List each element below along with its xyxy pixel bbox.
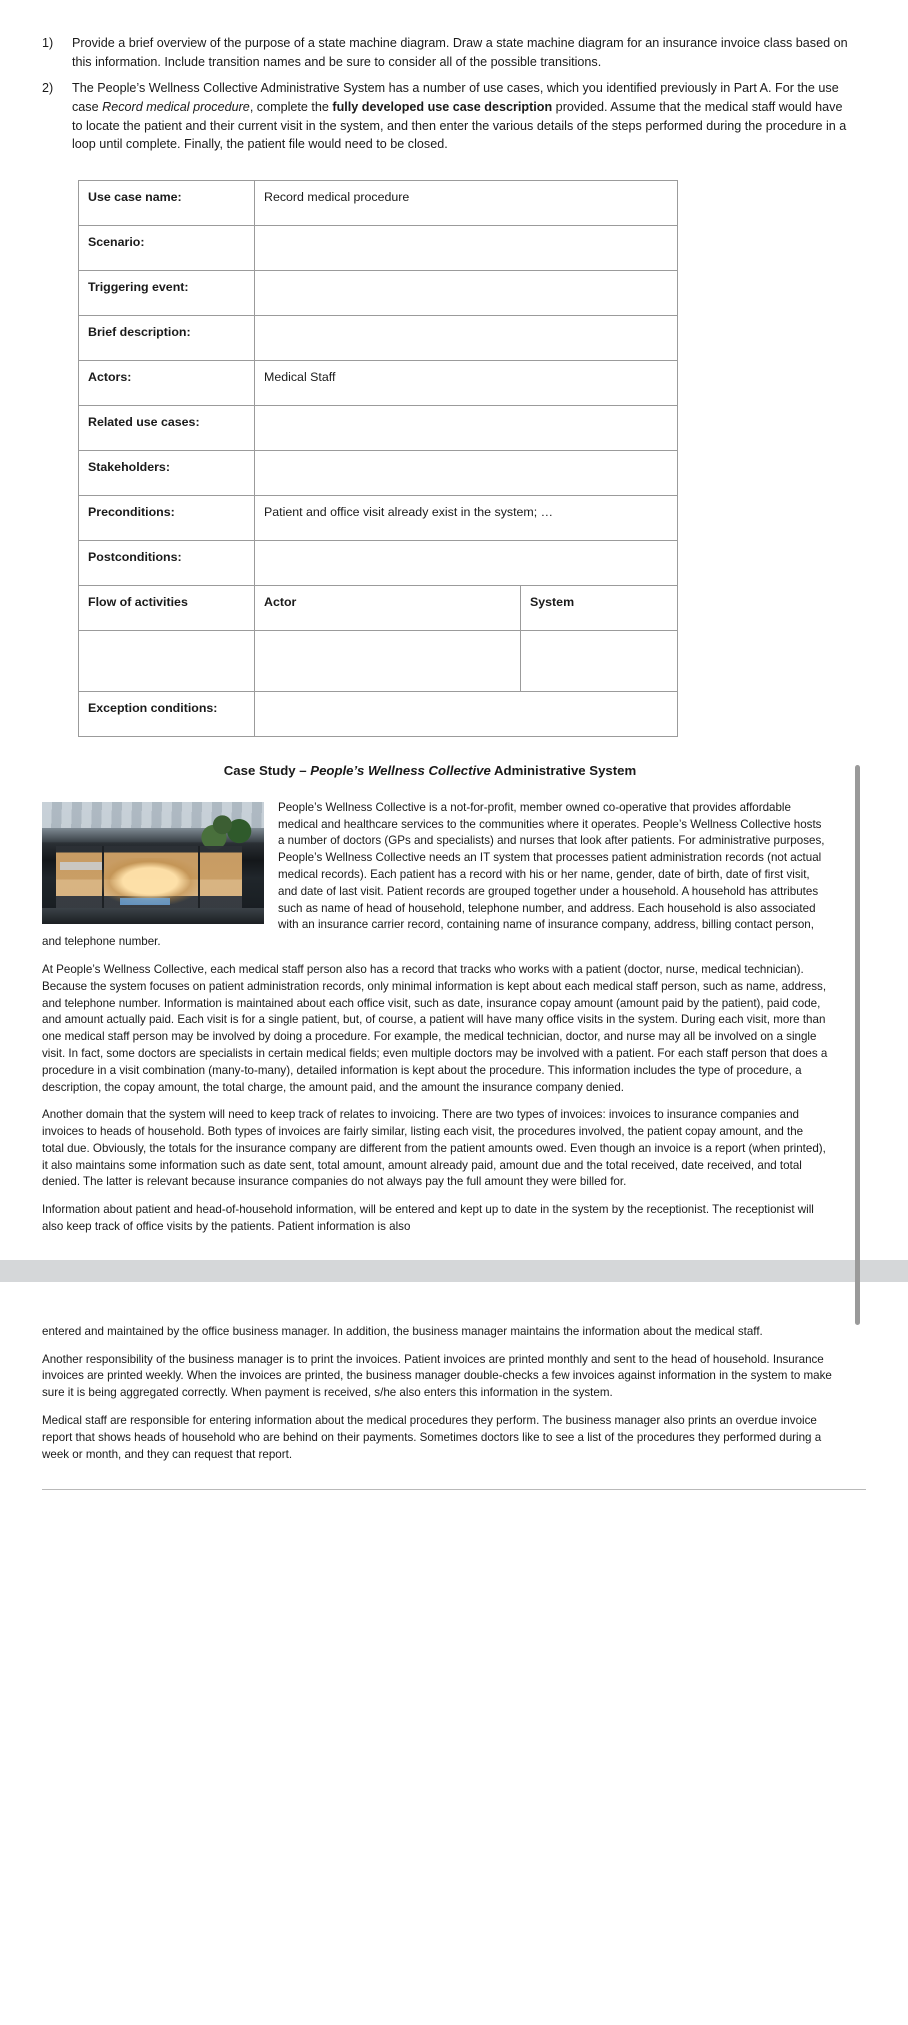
table-row-flow-header xyxy=(79,585,678,630)
row-value-actors[interactable]: Medical Staff xyxy=(255,360,678,405)
questions-section xyxy=(0,0,908,154)
row-label-stakeholders: Stakeholders: xyxy=(79,450,255,495)
table-row xyxy=(79,691,678,736)
fully-developed-use-case-table xyxy=(78,180,678,737)
continued-paragraph-3: Medical staff are responsible for entering information about the medical procedures they perform. The business manager also prints an overdue invoice report that shows heads of household who are behind on their payments. Sometimes doctors like to see a list of the procedures they performed during a week or month, and they can request that report. xyxy=(42,1414,822,1461)
photo-sign-left xyxy=(60,862,102,870)
row-value-brief-description[interactable] xyxy=(255,315,678,360)
flow-spacer-cell xyxy=(79,630,255,691)
case-study-section xyxy=(0,763,908,1236)
continued-paragraph-2: Another responsibility of the business manager is to print the invoices. Patient invoices are printed monthly and sent to the head of household. Insurance invoices are printed weekly. When the invoices are printed, the business manager double-checks a few invoices against information in the system to make sure it is being aggregated correctly. When payment is received, s/he also enters this information in the system. xyxy=(42,1352,832,1400)
table-row xyxy=(79,180,678,225)
table-row xyxy=(79,360,678,405)
row-label-postconditions: Postconditions: xyxy=(79,540,255,585)
table-row xyxy=(79,450,678,495)
row-value-scenario[interactable] xyxy=(255,225,678,270)
row-label-flow-of-activities: Flow of activities xyxy=(79,585,255,630)
row-label-related-use-cases: Related use cases: xyxy=(79,405,255,450)
photo-floor xyxy=(42,908,264,924)
question-item-2 xyxy=(42,79,848,154)
row-label-actors: Actors: xyxy=(79,360,255,405)
column-header-actor: Actor xyxy=(255,585,521,630)
row-label-triggering-event: Triggering event: xyxy=(79,270,255,315)
table-row xyxy=(79,225,678,270)
case-study-title: Case Study – People’s Wellness Collective Administrative System xyxy=(223,762,637,778)
case-study-paragraph-1: People’s Wellness Collective is a not-for-profit, member owned co-operative that provides affordable medical and healthcare services to the communities where it operates. People’s Wellness Collective hosts a number of doctors (GPs and specialists) and nurses that look after patients. For administrative purposes, People’s Wellness Collective needs an IT system that processes patient administration records (not actual medical records). Each patient has a record with his or her name, gender, date of birth, date of first visit, and date of last visit. Patient records are grouped together under a household. A household has attributes such as name of head of household, telephone number, and address. Each household is also associated with an insurance carrier record, containing name of insurance company, address, billing contact person, and telephone number. xyxy=(42,800,825,949)
continued-section xyxy=(0,1282,908,1464)
case-study-paragraph-2: At People’s Wellness Collective, each medical staff person also has a record that tracks who works with a patient (doctor, nurse, medical technician). Because the system focuses on patient administration records, only minimal information is kept about each medical staff person, such as name, address, and telephone number. Information is maintained about each office visit, such as date, insurance copay amount (amount paid by the patient), paid code, and amount actually paid. Each visit is for a single patient, but, of course, a patient will have many office visits in the system. During each visit, more than one medical staff person may be involved by doing a procedure. For example, the medical technician, doctor, and nurse may all be involved on a single visit. In fact, some doctors are specialists in certain medical fields; even multiple doctors may be involved with a patient. For each staff person that does a procedure in a visit combination (many-to-many), detailed information is kept about the procedure. This information includes the type of procedure, a description, the copay amount, the total charge, the amount paid, and the amount the insurance company denied. xyxy=(42,962,828,1094)
scrollbar-thumb[interactable] xyxy=(855,765,860,1325)
row-value-preconditions[interactable]: Patient and office visit already exist in the system; … xyxy=(255,495,678,540)
question-item-1 xyxy=(42,34,848,71)
row-value-exception-conditions[interactable] xyxy=(255,691,678,736)
photo-plant xyxy=(200,808,256,850)
table-row-flow-body xyxy=(79,630,678,691)
case-study-paragraph-3: Another domain that the system will need to keep track of relates to invoicing. There are two types of invoices: invoices to insurance companies and invoices to heads of household. Both types of invoices are fairly similar, listing each visit, the procedures involved, the patient copay amount, and the total due. Obviously, the totals for the insurance company are different from the patient amounts owed. Even though an invoice is a report (when printed), it also maintains some information such as date sent, total amount, amount already paid, amount due and the total received, date received, and total denied. The latter is relevant because insurance companies do not always pay the full amount they were billed for. xyxy=(42,1108,826,1189)
table-row xyxy=(79,270,678,315)
table-row xyxy=(79,405,678,450)
photo-mullion-right xyxy=(198,846,200,910)
row-label-preconditions: Preconditions: xyxy=(79,495,255,540)
case-study-body xyxy=(42,800,848,1236)
page-break-separator xyxy=(0,1260,908,1282)
column-header-system: System xyxy=(521,585,678,630)
flow-actor-cell[interactable] xyxy=(255,630,521,691)
photo-sign-bottom xyxy=(120,898,170,905)
row-value-triggering-event[interactable] xyxy=(255,270,678,315)
question-list xyxy=(42,34,848,154)
page-break-band xyxy=(0,1260,908,1282)
row-value-use-case-name[interactable]: Record medical procedure xyxy=(255,180,678,225)
flow-system-cell[interactable] xyxy=(521,630,678,691)
storefront-photo xyxy=(42,802,264,924)
question-number: 2) xyxy=(42,81,54,96)
table-row xyxy=(79,540,678,585)
question-text-2: The People’s Wellness Collective Administrative System has a number of use cases, which you identified previously in Part A. For the use case Record medical procedure, complete the fully developed use case description provided. Assume that the medical staff would have to locate the patient and their current visit in the system, and then enter the various details of the steps performed during the procedure in a loop until complete. Finally, the patient file would need to be closed. xyxy=(72,81,847,152)
row-label-use-case-name: Use case name: xyxy=(79,180,255,225)
table-row xyxy=(79,315,678,360)
row-value-stakeholders[interactable] xyxy=(255,450,678,495)
row-value-related-use-cases[interactable] xyxy=(255,405,678,450)
row-label-exception-conditions: Exception conditions: xyxy=(79,691,255,736)
footer-rule xyxy=(42,1489,866,1491)
use-case-table-wrapper xyxy=(0,162,908,737)
row-label-scenario: Scenario: xyxy=(79,225,255,270)
question-text-1: Provide a brief overview of the purpose of a state machine diagram. Draw a state machine diagram for an insurance invoice class based on this information. Include transition names and be sure to consider all of the possible transitions. xyxy=(72,36,848,69)
table-row xyxy=(79,495,678,540)
row-label-brief-description: Brief description: xyxy=(79,315,255,360)
row-value-postconditions[interactable] xyxy=(255,540,678,585)
question-number: 1) xyxy=(42,36,54,50)
continued-paragraph-1: entered and maintained by the office business manager. In addition, the business manager maintains the information about the medical staff. xyxy=(42,1324,763,1338)
case-study-paragraph-4: Information about patient and head-of-household information, will be entered and kept up to date in the system by the receptionist. The receptionist will also keep track of office visits by the patients. Patient information is also xyxy=(42,1203,814,1234)
